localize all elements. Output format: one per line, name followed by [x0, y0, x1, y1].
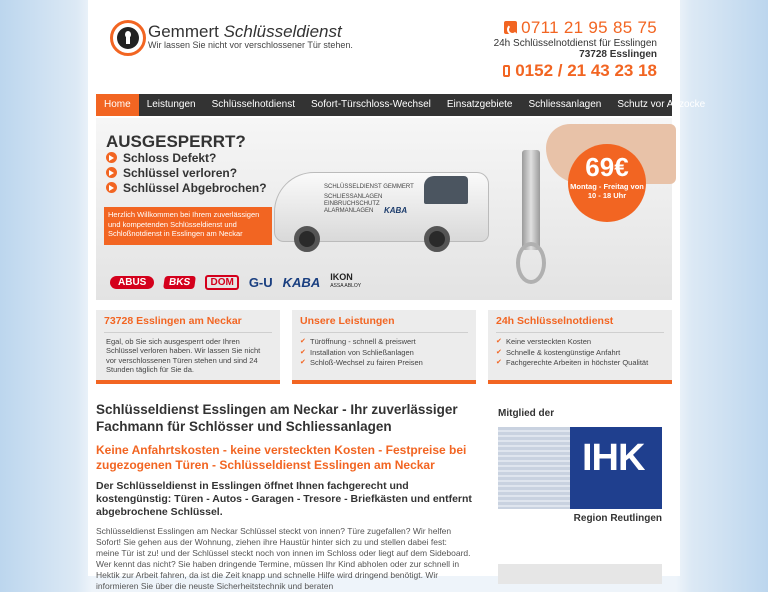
phone-main[interactable]: [494, 18, 657, 38]
service-line: 24h Schlüsselnotdienst für Esslingen: [493, 38, 657, 49]
feature-box-location: [96, 310, 280, 384]
feature-box-emergency: [488, 310, 672, 384]
banner-item: Schloss Defekt?: [106, 151, 267, 166]
feature-list: [292, 333, 476, 369]
page: [88, 0, 706, 591]
feature-title: Unsere Leistungen: [300, 315, 395, 327]
mobile-icon: [503, 65, 510, 77]
brand-tagline: Wir lassen Sie nicht vor verschlossener Tür stehen.: [148, 40, 353, 50]
hero-banner: [96, 118, 672, 300]
sidebar-region: Region Reutlingen: [573, 513, 662, 524]
sidebar: [498, 408, 662, 524]
price-badge: [568, 144, 646, 222]
van-image: [264, 154, 494, 254]
nav-item-schutz-vor-abzocke[interactable]: Schutz vor Abzocke: [617, 99, 706, 110]
city-line: 73728 Esslingen: [579, 49, 657, 60]
van-logo: KABA: [384, 206, 408, 215]
arrow-right-icon: [106, 182, 117, 193]
brand-logo-ikon: IKON ASSA ABLOY: [330, 272, 362, 289]
banner-item: Schlüssel verloren?: [106, 166, 267, 181]
nav-item-leistungen[interactable]: Leistungen: [146, 99, 196, 110]
main-content: [96, 402, 472, 592]
feature-title: 73728 Esslingen am Neckar: [104, 315, 242, 327]
ihk-logo[interactable]: [498, 427, 662, 509]
brand-name[interactable]: [148, 22, 342, 42]
nav-item-schluesselnotdienst[interactable]: Schlüsselnotdienst: [211, 99, 296, 110]
price-note: Montag - Freitag von 10 - 18 Uhr: [570, 182, 644, 200]
phone-mobile[interactable]: [494, 61, 657, 81]
brand-logo-kaba: KABA: [282, 274, 321, 290]
wheel-icon: [424, 226, 450, 252]
list-item: ✔ Installation von Schließanlagen: [300, 348, 468, 359]
nav-item-tuerschloss-wechsel[interactable]: Sofort-Türschloss-Wechsel: [311, 99, 431, 110]
logo-icon[interactable]: [110, 20, 146, 56]
phone-main-number: 0711 21 95 85 75: [521, 18, 657, 37]
page-title: Schlüsseldienst Esslingen am Neckar - Ihr zuverlässiger Fachmann für Schlösser und Schliessanlagen: [96, 402, 458, 434]
nav-item-schliessanlagen[interactable]: Schliessanlagen: [528, 99, 602, 110]
main-nav: [96, 94, 706, 116]
list-item: ✔ Keine versteckten Kosten: [496, 337, 664, 348]
list-item: ✔ Türöffnung - schnell & preiswert: [300, 337, 468, 348]
brand-name-first: Gemmert: [148, 22, 219, 41]
arrow-right-icon: [106, 152, 117, 163]
list-item: ✔ Fachgerechte Arbeiten in höchster Qualität: [496, 358, 664, 369]
van-brand-text: SCHLÜSSELDIENST GEMMERT SCHLIESSANLAGEN EINBRUCHSCHUTZ ALARMANLAGEN: [324, 184, 414, 214]
brand-logo-gu: G-U: [248, 274, 273, 290]
brand-logos: [110, 273, 361, 291]
price-value: 69€: [585, 152, 629, 182]
feature-list: [488, 333, 672, 369]
banner-title: AUSGESPERRT?: [106, 132, 246, 151]
brand-name-second: Schlüsseldienst: [223, 22, 342, 41]
sidebar-box: [498, 564, 662, 584]
list-item: ✔ Schloß-Wechsel zu fairen Preisen: [300, 358, 468, 369]
brand-logo-dom: DOM: [205, 275, 238, 290]
phone-mobile-number: 0152 / 21 43 23 18: [515, 61, 657, 80]
banner-list: [106, 151, 267, 196]
sidebar-title: Mitglied der: [498, 408, 555, 419]
nav-item-einsatzgebiete[interactable]: Einsatzgebiete: [446, 99, 513, 110]
arrow-right-icon: [106, 167, 117, 178]
welcome-box: Herzlich Willkommen bei Ihrem zuverlässigen und kompetenden Schlüsseldienst und Schloßnotdienst in Esslingen am Neckar: [104, 207, 272, 245]
contact-block: [494, 18, 657, 81]
phone-icon: [504, 21, 517, 34]
feature-title: 24h Schlüsselnotdienst: [496, 315, 614, 327]
nav-item-home[interactable]: Home: [96, 94, 139, 116]
wheel-icon: [294, 226, 320, 252]
page-subtitle: Keine Anfahrtskosten - keine versteckten Kosten - Festpreise bei zugezogenen Türen - Schlüsseldienst Esslingen am Neckar: [96, 443, 467, 472]
body-text: Schlüsseldienst Esslingen am Neckar Schlüssel steckt von innen? Türe zugefallen? Wir helfen Sofort! Sie gehen aus der Wohnung, ziehen ihre Haustür hinter sich zu und stellen dabei fest: meine Tür ist zu! und der Schlüssel steckt noch von innen im Schloss oder liegt auf dem Sideboard. Wer kennt das nicht? Sie haben dringende Termine, müssen Ihr Kind abholen oder zur schnell in Hektik zur Arbeit fahren, da ist die Zeit knapp und schnelle Hilfe wird dringend benötigt. Wir informieren Sie über die neuste Sicherheitstechnik und beraten: [96, 526, 471, 591]
lead-text: Der Schlüsseldienst in Esslingen öffnet Ihnen fachgerecht und kostengünstig: Türen - Autos - Garagen - Tresore - Briefkästen und entfernt abgebrochene Schlüssel.: [96, 480, 472, 518]
feature-box-services: [292, 310, 476, 384]
brand-logo-abus: ABUS: [110, 276, 154, 289]
brand-logo-bks: BKS: [163, 276, 196, 289]
list-item: ✔ Schnelle & kostengünstige Anfahrt: [496, 348, 664, 359]
banner-item: Schlüssel Abgebrochen?: [106, 181, 267, 196]
feature-text: Egal, ob Sie sich ausgesperrt oder Ihren Schlüssel verloren haben. Wir lassen Sie nicht vor verschlossenen Türen stehen und sind 24 Stunden täglich für Sie da.: [106, 337, 261, 374]
key-icon: [522, 150, 540, 250]
ihk-logo-text: IHK: [582, 437, 645, 479]
